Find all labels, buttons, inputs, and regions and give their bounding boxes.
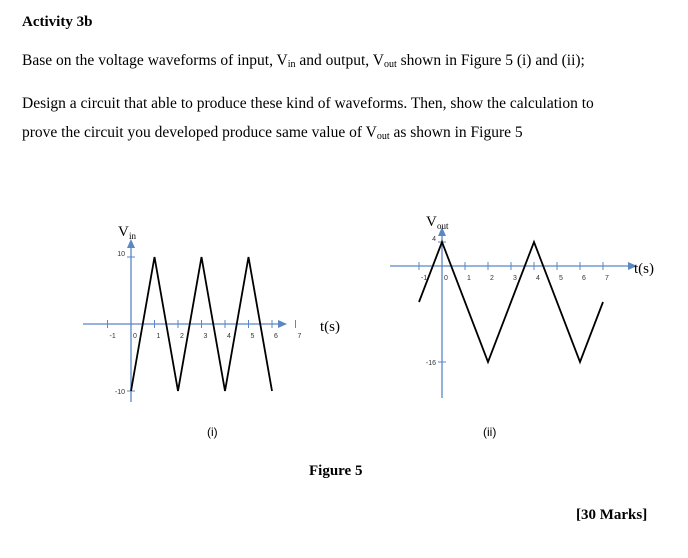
x-tick-label: 6	[274, 333, 278, 340]
y-tick-label: 4	[432, 236, 436, 243]
figure-caption: Figure 5	[309, 463, 363, 479]
x-tick-label: 2	[490, 275, 494, 282]
x-tick-label: -1	[421, 275, 428, 282]
plot-vin	[83, 224, 340, 402]
vout-subscript: out	[383, 59, 397, 70]
y-axis-label-sub: out	[437, 221, 449, 231]
x-tick-label: 4	[227, 333, 231, 340]
x-axis-label: t(s)	[320, 319, 340, 335]
x-tick-label: 5	[559, 275, 563, 282]
x-tick-label: 3	[203, 333, 208, 340]
intro-text-1: Base on the voltage waveforms of input, V	[22, 52, 288, 69]
y-axis-label: V	[118, 224, 129, 240]
task-text-b: as shown in Figure 5	[389, 124, 523, 141]
task-text-a: prove the circuit you developed produce same value of V	[22, 124, 377, 141]
activity-heading: Activity 3b	[22, 14, 93, 30]
intro-text-2: and output, V	[295, 52, 384, 69]
intro-text-3: shown in Figure 5 (i) and (ii);	[396, 52, 585, 69]
x-tick-label: 5	[250, 333, 255, 340]
y-tick-label: 10	[117, 251, 125, 258]
waveform-line	[419, 242, 603, 362]
task-line-1: Design a circuit that able to produce these kind of waveforms. Then, show the calculation to	[22, 95, 594, 112]
x-tick-label: 6	[582, 275, 586, 282]
x-tick-label: 0	[133, 333, 137, 340]
x-tick-label: 1	[467, 275, 471, 282]
subfigure-label-i: (i)	[207, 425, 218, 439]
x-axis-arrow	[278, 320, 287, 328]
x-tick-label: -1	[109, 333, 116, 340]
vin-subscript: in	[287, 59, 296, 70]
task-vout-subscript: out	[376, 131, 390, 142]
plot-vout	[390, 214, 654, 398]
x-tick-label: 0	[444, 275, 448, 282]
x-axis-label: t(s)	[634, 261, 654, 277]
x-tick-label: 3	[513, 275, 517, 282]
x-tick-label: 1	[156, 333, 161, 340]
x-tick-label: 2	[180, 333, 184, 340]
y-axis-label-sub: in	[129, 231, 137, 241]
x-tick-label: 7	[605, 275, 609, 282]
subfigure-label-ii: (ii)	[483, 425, 497, 439]
x-tick-label: 7	[297, 333, 302, 340]
y-tick-label: -16	[425, 360, 436, 367]
y-axis-label: V	[426, 214, 437, 230]
y-tick-label: -10	[114, 389, 125, 396]
marks-label: [30 Marks]	[576, 507, 648, 523]
x-tick-label: 4	[536, 275, 540, 282]
